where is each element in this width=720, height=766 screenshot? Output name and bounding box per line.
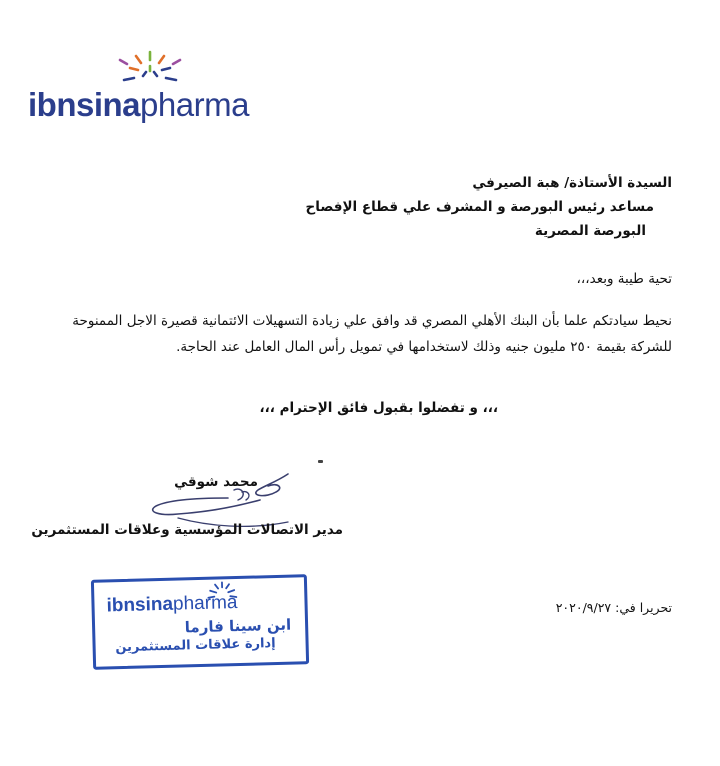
stamp-arabic-name: ابن سينا فارما	[184, 615, 292, 637]
logo-wordmark-light: pharma	[140, 86, 249, 123]
company-stamp	[91, 574, 309, 670]
signatory-title: مدير الاتصالات المؤسسية وعلاقات المستثمرين	[31, 522, 343, 538]
signatory-name: محمد شوقي	[174, 474, 258, 490]
stamp-department: إدارة علاقات المستثمرين	[115, 636, 276, 656]
stamp-wordmark-light: pharma	[172, 592, 238, 615]
body-line-2: للشركة بقيمة ٢٥٠ مليون جنيه وذلك لاستخدامها في تمويل رأس المال العامل عند الحاجة.	[176, 339, 672, 355]
stamp-wordmark-bold: ibnsina	[106, 593, 174, 617]
closing-line: ،،، و تفضلوا بقبول فائق الإحترام ،،،	[259, 400, 498, 416]
greeting: تحية طيبة وبعد،،،	[576, 271, 672, 287]
addressee-position: مساعد رئيس البورصة و المشرف علي قطاع الإفصاح	[305, 199, 654, 215]
logo-wordmark	[28, 86, 249, 124]
logo-wordmark-bold: ibnsina	[28, 86, 141, 123]
body-line-1: نحيط سيادتكم علما بأن البنك الأهلي المصري قد وافق علي زيادة التسهيلات الائتمانية قصيرة الاجل الممنوحة	[72, 313, 672, 329]
addressee-organization: البورصة المصرية	[534, 223, 646, 239]
company-logo	[28, 48, 258, 128]
stamp-wordmark	[106, 592, 237, 617]
date-line: تحريرا في: ٢٠٢٠/٩/٢٧	[555, 600, 672, 615]
addressee-name: السيدة الأستاذة/ هبة الصيرفي	[472, 175, 672, 191]
